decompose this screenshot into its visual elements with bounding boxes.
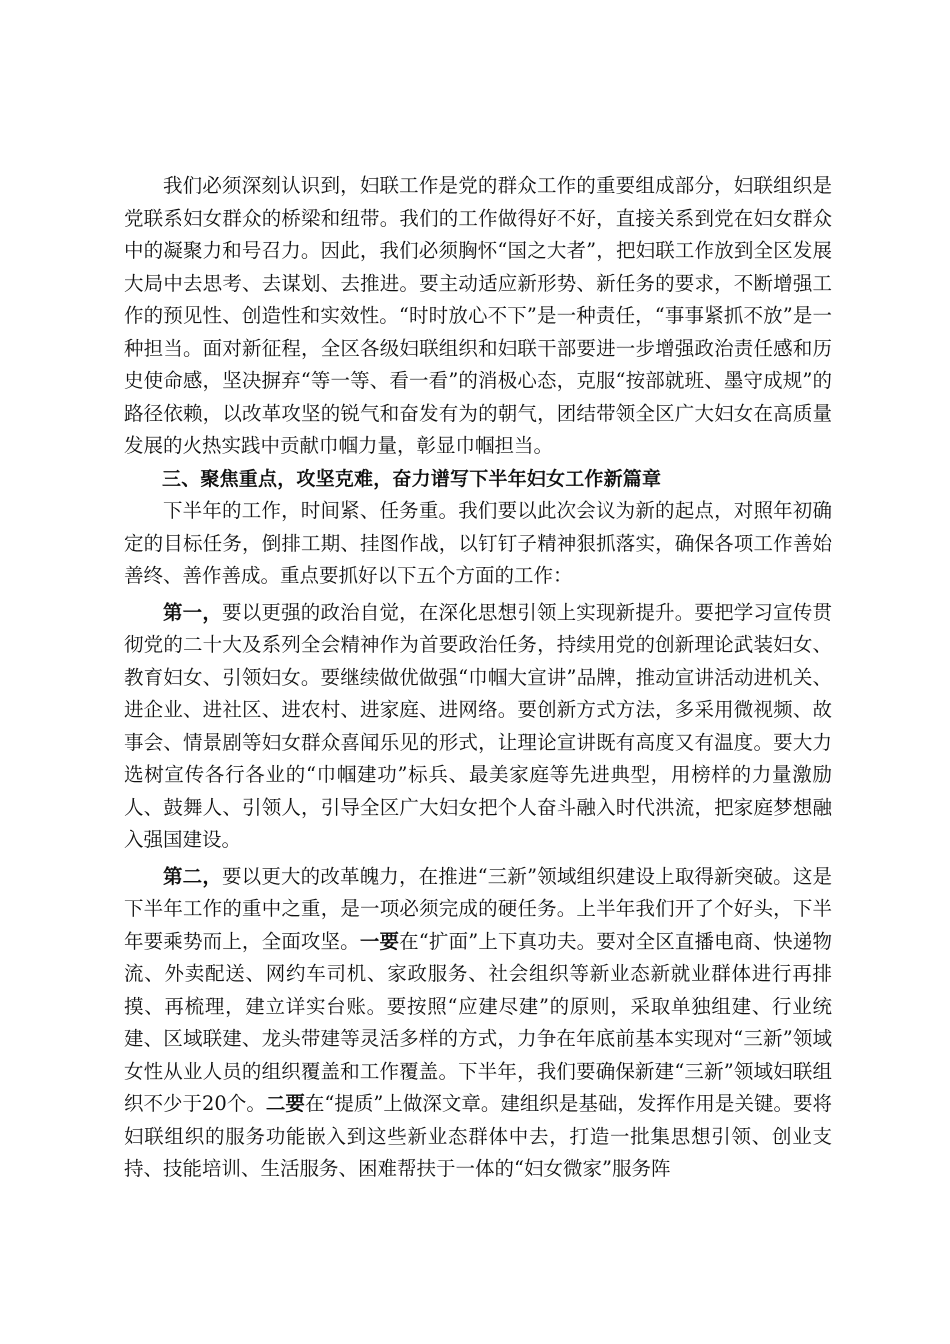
second-point-sub-1-lead: 一要 bbox=[359, 929, 400, 953]
second-point-sub-2-lead: 二要 bbox=[265, 1092, 305, 1115]
document-page bbox=[124, 170, 832, 1186]
second-point-text-1: 要以更大的改革魄力，在推进“三新”领域组织建设上取得新突破。这是下半年工作的重中之重，是一项必须完成的硬任务。上半年我们开了个好头，下半年要乘势而上，全面攻坚。 bbox=[124, 864, 832, 953]
paragraph-second-half-overview: 下半年的工作，时间紧、任务重。我们要以此次会议为新的起点，对照年初确定的目标任务，倒排工期、挂图作战，以钉钉子精神狠抓落实，确保各项工作善始善终、善作善成。重点要抓好以下五个方面的工作： bbox=[124, 499, 832, 587]
section-heading-3: 三、聚焦重点，攻坚克难，奋力谱写下半年妇女工作新篇章 bbox=[162, 467, 662, 490]
second-point-lead: 第二， bbox=[163, 864, 222, 888]
second-point-text-3: 在“提质”上做深文章。建组织是基础，发挥作用是关键。要将妇联组织的服务功能嵌入到这些新业态群体中去，打造一批集思想引领、创业支持、技能培训、生活服务、困难帮扶于一体的“妇女微家”服务阵 bbox=[124, 1092, 832, 1180]
paragraph-first-point bbox=[124, 597, 832, 857]
paragraph-awareness: 我们必须深刻认识到，妇联工作是党的群众工作的重要组成部分，妇联组织是党联系妇女群众的桥梁和纽带。我们的工作做得好不好，直接关系到党在妇女群众中的凝聚力和号召力。因此，我们必须胸怀“国之大者”，把妇联工作放到全区发展大局中去思考、去谋划、去推进。要主动适应新形势、新任务的要求，不断增强工作的预见性、创造性和实效性。“时时放心不下”是一种责任，“事事紧抓不放”是一种担当。面对新征程，全区各级妇联组织和妇联干部要进一步增强政治责任感和历史使命感，坚决摒弃“等一等、看一看”的消极心态，克服“按部就班、墨守成规”的路径依赖，以改革攻坚的锐气和奋发有为的朝气，团结带领全区广大妇女在高质量发展的火热实践中贡献巾帼力量，彰显巾帼担当。 bbox=[124, 174, 832, 457]
first-point-lead: 第一， bbox=[163, 600, 223, 624]
first-point-text: 要以更强的政治自觉，在深化思想引领上实现新提升。要把学习宣传贯彻党的二十大及系列全会精神作为首要政治任务，持续用党的创新理论武装妇女、教育妇女、引领妇女。要继续做优做强“巾帼大宣讲”品牌，推动宣讲活动进机关、进企业、进社区、进农村、进家庭、进网络。要创新方式方法，多采用微视频、故事会、情景剧等妇女群众喜闻乐见的形式，让理论宣讲既有高度又有温度。要大力选树宣传各行各业的“巾帼建功”标兵、最美家庭等先进典型，用榜样的力量激励人、鼓舞人、引领人，引导全区广大妇女把个人奋斗融入时代洪流，把家庭梦想融入强国建设。 bbox=[124, 600, 832, 851]
second-point-text-2: 在“扩面”上下真功夫。要对全区直播电商、快递物流、外卖配送、网约车司机、家政服务、社会组织等新业态新就业群体进行再排摸、再梳理，建立详实台账。要按照“应建尽建”的原则，采取单独组建、行业统建、区域联建、龙头带建等灵活多样的方式，力争在年底前基本实现对“三新”领域女性从业人员的组织覆盖和工作覆盖。下半年，我们要确保新建“三新”领域妇联组织不少于20个。 bbox=[124, 929, 832, 1115]
paragraph-second-point bbox=[124, 861, 832, 1186]
